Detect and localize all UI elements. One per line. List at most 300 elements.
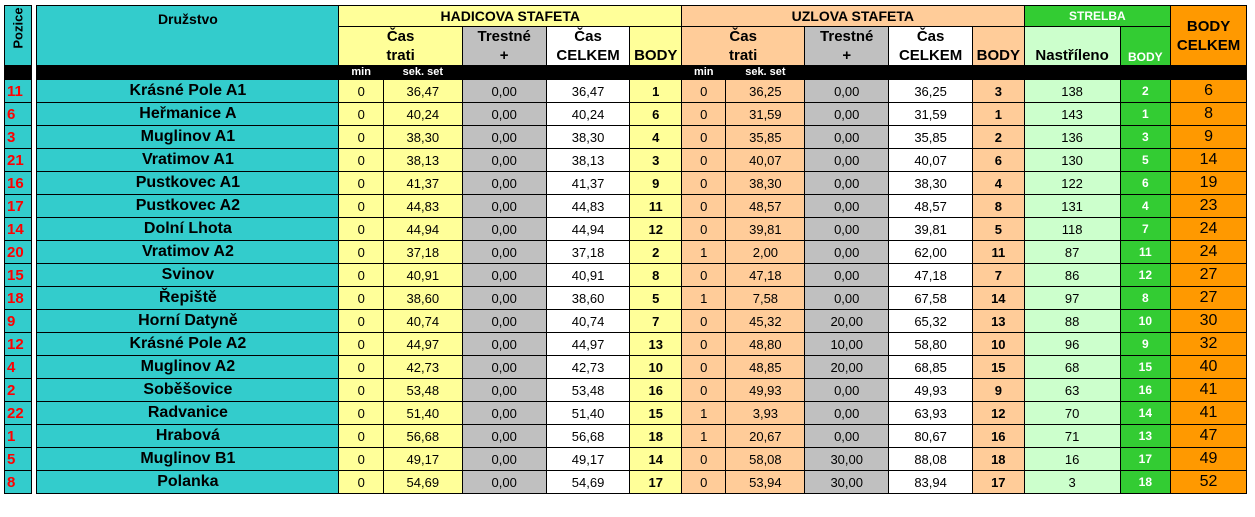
u-min-cell: 0 [682,103,726,126]
u-min-cell: 1 [682,425,726,448]
h-sek-cell: 42,73 [383,356,462,379]
u-body-cell: 6 [973,149,1025,172]
h-celkem-cell: 37,18 [546,241,630,264]
u-sek-label: sek. set [726,66,805,80]
table-row [5,333,1247,356]
hadicova-header: HADICOVA STAFETA [339,6,682,27]
table-row [5,356,1247,379]
team-name: Pustkovec A2 [37,195,339,218]
u-celkem-cell: 40,07 [889,149,973,172]
sub-blank [5,66,32,80]
strelba-header: STRELBA [1024,6,1171,27]
h-sek-cell: 53,48 [383,379,462,402]
table-row [5,425,1247,448]
table-row [5,402,1247,425]
u-trestne-cell: 0,00 [805,379,889,402]
h-celkem-l2: CELKEM [546,46,630,66]
results-table [4,5,1247,494]
body-celkem-cell: 9 [1171,126,1247,149]
u-sek-cell: 48,80 [726,333,805,356]
h-min-cell: 0 [339,80,383,103]
u-sek-cell: 53,94 [726,471,805,494]
u-sek-cell: 35,85 [726,126,805,149]
nastrileno-cell: 70 [1024,402,1120,425]
u-trestne-cell: 0,00 [805,195,889,218]
u-celkem-l1: Čas [889,27,973,47]
sub-blank [546,66,630,80]
h-celkem-cell: 38,13 [546,149,630,172]
table-row [5,310,1247,333]
body-celkem-cell: 49 [1171,448,1247,471]
sub-blank [462,66,546,80]
team-name: Vratimov A2 [37,241,339,264]
nastrileno-cell: 143 [1024,103,1120,126]
team-name: Vratimov A1 [37,149,339,172]
u-min-label: min [682,66,726,80]
h-celkem-cell: 40,74 [546,310,630,333]
u-sek-cell: 3,93 [726,402,805,425]
body-celkem-cell: 47 [1171,425,1247,448]
h-trestne-cell: 0,00 [462,471,546,494]
u-min-cell: 1 [682,241,726,264]
u-body-cell: 15 [973,356,1025,379]
nastrileno-cell: 88 [1024,310,1120,333]
h-min-cell: 0 [339,356,383,379]
h-min-cell: 0 [339,333,383,356]
team-name: Horní Datyně [37,310,339,333]
body-celkem-cell: 8 [1171,103,1247,126]
team-name: Řepiště [37,287,339,310]
u-trestne-cell: 0,00 [805,149,889,172]
h-body-cell: 18 [630,425,682,448]
h-trestne-cell: 0,00 [462,241,546,264]
team-name: Muglinov B1 [37,448,339,471]
s-body-cell: 2 [1120,80,1171,103]
s-body-cell: 5 [1120,149,1171,172]
position-cell: 5 [5,448,32,471]
u-min-cell: 0 [682,264,726,287]
sub-blank [973,66,1025,80]
u-celkem-cell: 48,57 [889,195,973,218]
nastrileno-cell: 136 [1024,126,1120,149]
u-celkem-cell: 49,93 [889,379,973,402]
sub-blank [37,66,339,80]
h-sek-cell: 37,18 [383,241,462,264]
h-body-cell: 11 [630,195,682,218]
sub-blank [630,66,682,80]
body-celkem-cell: 41 [1171,379,1247,402]
team-name: Krásné Pole A1 [37,80,339,103]
header-group-row [5,6,1247,27]
nastrileno-cell: 138 [1024,80,1120,103]
u-min-cell: 0 [682,149,726,172]
body-celkem-cell: 6 [1171,80,1247,103]
u-body-cell: 10 [973,333,1025,356]
u-trestne-cell: 0,00 [805,126,889,149]
position-cell: 11 [5,80,32,103]
u-sek-cell: 48,57 [726,195,805,218]
h-min-cell: 0 [339,103,383,126]
h-trestne-cell: 0,00 [462,149,546,172]
h-body-cell: 12 [630,218,682,241]
position-cell: 21 [5,149,32,172]
table-row [5,287,1247,310]
nastrileno-cell: 68 [1024,356,1120,379]
u-sek-cell: 49,93 [726,379,805,402]
u-trestne-cell: 0,00 [805,103,889,126]
position-cell: 18 [5,287,32,310]
u-sek-cell: 36,25 [726,80,805,103]
u-min-cell: 0 [682,356,726,379]
h-sek-cell: 49,17 [383,448,462,471]
h-sek-cell: 44,97 [383,333,462,356]
s-body-cell: 8 [1120,287,1171,310]
body-celkem-cell: 24 [1171,241,1247,264]
u-trestne-cell: 0,00 [805,264,889,287]
u-trestne-cell: 20,00 [805,356,889,379]
sub-blank [889,66,973,80]
h-celkem-cell: 44,83 [546,195,630,218]
body-celkem-cell: 41 [1171,402,1247,425]
h-celkem-l1: Čas [546,27,630,47]
u-body-cell: 3 [973,80,1025,103]
u-celkem-cell: 63,93 [889,402,973,425]
body-celkem-cell: 27 [1171,264,1247,287]
h-trestne-cell: 0,00 [462,195,546,218]
table-row [5,241,1247,264]
h-min-cell: 0 [339,379,383,402]
h-celkem-cell: 38,60 [546,287,630,310]
team-name: Polanka [37,471,339,494]
table-row [5,103,1247,126]
u-trestne-cell: 30,00 [805,471,889,494]
u-sek-cell: 31,59 [726,103,805,126]
h-sek-cell: 40,74 [383,310,462,333]
h-body-cell: 14 [630,448,682,471]
table-row [5,126,1247,149]
s-body-cell: 10 [1120,310,1171,333]
position-cell: 22 [5,402,32,425]
u-trestne-cell: 20,00 [805,310,889,333]
u-cas-l2: trati [682,46,805,66]
h-celkem-cell: 36,47 [546,80,630,103]
h-trestne-cell: 0,00 [462,218,546,241]
position-cell: 6 [5,103,32,126]
h-sek-cell: 41,37 [383,172,462,195]
u-trestne-l1: Trestné [805,27,889,47]
nastrileno-cell: 122 [1024,172,1120,195]
table-row [5,218,1247,241]
h-body-cell: 6 [630,103,682,126]
position-cell: 20 [5,241,32,264]
h-sek-cell: 44,94 [383,218,462,241]
team-name: Soběšovice [37,379,339,402]
h-min-cell: 0 [339,172,383,195]
u-trestne-cell: 0,00 [805,172,889,195]
h-body-cell: 1 [630,80,682,103]
h-celkem-cell: 40,91 [546,264,630,287]
u-body-cell: 12 [973,402,1025,425]
h-min-cell: 0 [339,195,383,218]
h-trestne-cell: 0,00 [462,80,546,103]
h-body-cell: 17 [630,471,682,494]
team-name: Hrabová [37,425,339,448]
team-name: Dolní Lhota [37,218,339,241]
h-min-cell: 0 [339,425,383,448]
h-celkem-cell: 41,37 [546,172,630,195]
position-cell: 14 [5,218,32,241]
sub-blank [805,66,889,80]
u-min-cell: 0 [682,195,726,218]
uzlova-header: UZLOVA STAFETA [682,6,1025,27]
h-trestne-l2: + [462,46,546,66]
table-row [5,471,1247,494]
pozice-header-label: Pozice [10,7,26,49]
u-trestne-cell: 30,00 [805,448,889,471]
s-body-cell: 18 [1120,471,1171,494]
table-row [5,80,1247,103]
h-min-cell: 0 [339,471,383,494]
u-body-cell: 18 [973,448,1025,471]
u-body-cell: 4 [973,172,1025,195]
team-name: Muglinov A2 [37,356,339,379]
u-celkem-cell: 39,81 [889,218,973,241]
h-trestne-cell: 0,00 [462,264,546,287]
h-trestne-cell: 0,00 [462,126,546,149]
h-cas-l1: Čas [339,27,462,47]
u-trestne-cell: 10,00 [805,333,889,356]
u-celkem-cell: 35,85 [889,126,973,149]
position-cell: 9 [5,310,32,333]
nastrileno-cell: 63 [1024,379,1120,402]
u-body-cell: 8 [973,195,1025,218]
s-body-cell: 3 [1120,126,1171,149]
h-trestne-cell: 0,00 [462,310,546,333]
h-trestne-cell: 0,00 [462,287,546,310]
h-sek-cell: 38,60 [383,287,462,310]
nastrileno-cell: 97 [1024,287,1120,310]
u-sek-cell: 40,07 [726,149,805,172]
u-body-cell: 14 [973,287,1025,310]
h-sek-cell: 38,30 [383,126,462,149]
nastrileno-cell: 71 [1024,425,1120,448]
position-cell: 1 [5,425,32,448]
position-cell: 17 [5,195,32,218]
u-celkem-cell: 47,18 [889,264,973,287]
nastrileno-cell: 87 [1024,241,1120,264]
u-min-cell: 0 [682,80,726,103]
h-celkem-cell: 54,69 [546,471,630,494]
h-sek-cell: 44,83 [383,195,462,218]
u-trestne-cell: 0,00 [805,218,889,241]
u-celkem-cell: 36,25 [889,80,973,103]
h-min-cell: 0 [339,448,383,471]
u-sek-cell: 39,81 [726,218,805,241]
body-celkem-cell: 19 [1171,172,1247,195]
nastrileno-cell: 130 [1024,149,1120,172]
h-min-cell: 0 [339,310,383,333]
h-body-cell: 13 [630,333,682,356]
position-cell: 4 [5,356,32,379]
u-trestne-cell: 0,00 [805,425,889,448]
u-min-cell: 0 [682,448,726,471]
h-celkem-cell: 53,48 [546,379,630,402]
h-body-cell: 16 [630,379,682,402]
h-body-cell: 5 [630,287,682,310]
u-sek-cell: 47,18 [726,264,805,287]
body-celkem-l2: CELKEM [1176,36,1241,54]
pozice-header [5,6,32,66]
u-celkem-cell: 65,32 [889,310,973,333]
body-celkem-header [1171,6,1247,66]
body-celkem-cell: 23 [1171,195,1247,218]
h-min-cell: 0 [339,218,383,241]
u-sek-cell: 45,32 [726,310,805,333]
h-body-cell: 7 [630,310,682,333]
u-body-cell: 13 [973,310,1025,333]
h-trestne-cell: 0,00 [462,448,546,471]
table-row [5,149,1247,172]
h-celkem-cell: 38,30 [546,126,630,149]
h-min-cell: 0 [339,241,383,264]
h-sek-cell: 54,69 [383,471,462,494]
table-row [5,264,1247,287]
h-sek-cell: 56,68 [383,425,462,448]
u-body-cell: 9 [973,379,1025,402]
body-celkem-cell: 40 [1171,356,1247,379]
s-body-cell: 12 [1120,264,1171,287]
h-min-cell: 0 [339,264,383,287]
table-row [5,448,1247,471]
body-celkem-cell: 52 [1171,471,1247,494]
team-name: Pustkovec A1 [37,172,339,195]
s-body-cell: 11 [1120,241,1171,264]
position-cell: 16 [5,172,32,195]
results-body [5,6,1247,494]
u-celkem-l2: CELKEM [889,46,973,66]
team-name: Krásné Pole A2 [37,333,339,356]
position-cell: 2 [5,379,32,402]
u-body-cell: 16 [973,425,1025,448]
nastrileno-cell: 118 [1024,218,1120,241]
team-name: Radvanice [37,402,339,425]
h-body-cell: 10 [630,356,682,379]
u-min-cell: 1 [682,287,726,310]
u-min-cell: 0 [682,172,726,195]
h-sek-cell: 40,24 [383,103,462,126]
nastrileno-header: Nastříleno [1024,27,1120,66]
position-cell: 12 [5,333,32,356]
h-celkem-cell: 51,40 [546,402,630,425]
sub-blank [1120,66,1171,80]
h-min-cell: 0 [339,149,383,172]
u-celkem-cell: 31,59 [889,103,973,126]
table-row [5,172,1247,195]
druzstvo-header: Družstvo [37,6,339,66]
h-trestne-cell: 0,00 [462,356,546,379]
h-min-label: min [339,66,383,80]
h-trestne-cell: 0,00 [462,172,546,195]
team-name: Svinov [37,264,339,287]
h-body-cell: 15 [630,402,682,425]
u-body-cell: 1 [973,103,1025,126]
u-celkem-cell: 83,94 [889,471,973,494]
u-sek-cell: 38,30 [726,172,805,195]
s-body-cell: 9 [1120,333,1171,356]
h-celkem-cell: 44,97 [546,333,630,356]
u-cas-l1: Čas [682,27,805,47]
u-body-cell: 2 [973,126,1025,149]
h-celkem-cell: 42,73 [546,356,630,379]
u-min-cell: 0 [682,471,726,494]
s-body-cell: 13 [1120,425,1171,448]
sub-blank [1024,66,1120,80]
s-body-cell: 17 [1120,448,1171,471]
u-trestne-cell: 0,00 [805,402,889,425]
body-celkem-cell: 14 [1171,149,1247,172]
s-body-cell: 6 [1120,172,1171,195]
h-sek-cell: 40,91 [383,264,462,287]
s-body-header: BODY [1120,27,1171,66]
h-body-header: BODY [630,27,682,66]
u-celkem-cell: 67,58 [889,287,973,310]
u-celkem-cell: 58,80 [889,333,973,356]
nastrileno-cell: 3 [1024,471,1120,494]
h-trestne-l1: Trestné [462,27,546,47]
nastrileno-cell: 86 [1024,264,1120,287]
h-body-cell: 3 [630,149,682,172]
h-min-cell: 0 [339,126,383,149]
h-body-cell: 4 [630,126,682,149]
u-celkem-cell: 62,00 [889,241,973,264]
nastrileno-cell: 16 [1024,448,1120,471]
u-min-cell: 0 [682,218,726,241]
u-trestne-l2: + [805,46,889,66]
position-cell: 3 [5,126,32,149]
body-celkem-cell: 27 [1171,287,1247,310]
h-sek-cell: 51,40 [383,402,462,425]
table-row [5,195,1247,218]
u-min-cell: 0 [682,126,726,149]
body-celkem-cell: 32 [1171,333,1247,356]
u-celkem-cell: 38,30 [889,172,973,195]
h-sek-label: sek. set [383,66,462,80]
u-trestne-cell: 0,00 [805,80,889,103]
h-body-cell: 8 [630,264,682,287]
table-row [5,379,1247,402]
h-celkem-cell: 40,24 [546,103,630,126]
h-trestne-cell: 0,00 [462,402,546,425]
s-body-cell: 14 [1120,402,1171,425]
body-celkem-cell: 30 [1171,310,1247,333]
h-sek-cell: 36,47 [383,80,462,103]
h-sek-cell: 38,13 [383,149,462,172]
nastrileno-cell: 131 [1024,195,1120,218]
subheader-row [5,66,1247,80]
u-trestne-cell: 0,00 [805,241,889,264]
body-celkem-l1: BODY [1186,17,1231,35]
u-sek-cell: 58,08 [726,448,805,471]
u-body-cell: 17 [973,471,1025,494]
u-sek-cell: 7,58 [726,287,805,310]
u-body-cell: 7 [973,264,1025,287]
u-celkem-cell: 80,67 [889,425,973,448]
h-trestne-cell: 0,00 [462,333,546,356]
u-min-cell: 0 [682,333,726,356]
nastrileno-cell: 96 [1024,333,1120,356]
h-celkem-cell: 56,68 [546,425,630,448]
h-cas-l2: trati [339,46,462,66]
